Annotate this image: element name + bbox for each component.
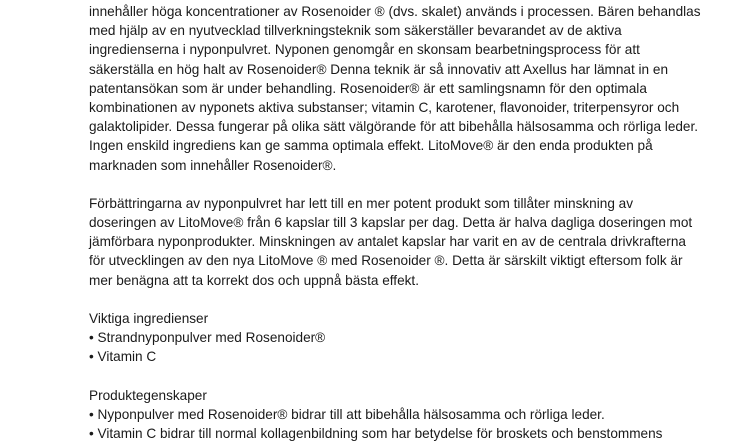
document-body bbox=[89, 2, 701, 443]
text-line: mer benägna att ta korrekt dos och uppnå bästa effekt. bbox=[89, 272, 419, 288]
text-line: Förbättringarna av nyponpulvret har lett till en mer potent produkt som tillåter minskning av bbox=[89, 195, 634, 211]
text-line: patentansökan som är under behandling. Rosenoider® är ett samlingsnamn för den optimala bbox=[89, 80, 647, 96]
text-line: kombinationen av nyponets aktiva substanser; vitamin C, karotener, flavonoider, triterpensyror och bbox=[89, 99, 680, 115]
ingredients-section bbox=[89, 309, 689, 367]
text-line: med hjälp av en nyutvecklad tillverkningsteknik som säkerställer bevarandet av de aktiva bbox=[89, 23, 622, 39]
text-line: innehåller höga koncentrationer av Rosenoider ® (dvs. skalet) används i processen. Bären behandlas bbox=[89, 4, 701, 19]
paragraph-process bbox=[89, 2, 701, 175]
paragraph-spacer bbox=[89, 175, 689, 194]
section-heading: Produktegenskaper bbox=[89, 387, 207, 403]
paragraph-improvements bbox=[89, 194, 693, 290]
list-item: • Vitamin C bidrar till normal kollagenbildning som har betydelse för broskets och benstommens bbox=[89, 426, 663, 442]
text-line: Ingen enskild ingrediens kan ge samma optimala effekt. LitoMove® är den enda produkten på bbox=[89, 138, 653, 154]
paragraph-spacer bbox=[89, 290, 689, 309]
properties-section bbox=[89, 386, 689, 443]
list-item: • Nyponpulver med Rosenoider® bidrar till att bibehålla hälsosamma och rörliga leder. bbox=[89, 406, 605, 422]
paragraph-spacer bbox=[89, 367, 689, 386]
list-item: • Strandnyponpulver med Rosenoider® bbox=[89, 330, 326, 346]
text-line: galaktolipider. Dessa fungerar på olika sätt välgörande för att bibehålla hälsosamma och rörliga leder. bbox=[89, 119, 699, 135]
text-line: för utvecklingen av den nya LitoMove ® med Rosenoider ®. Detta är särskilt viktigt eftersom folk är bbox=[89, 253, 683, 269]
list-item: • Vitamin C bbox=[89, 349, 157, 365]
section-heading: Viktiga ingredienser bbox=[89, 311, 209, 326]
text-line: säkerställa en hög halt av Rosenoider® Denna teknik är så innovativ att Axellus har lämnat in en bbox=[89, 61, 669, 77]
text-line: doseringen av LitoMove® från 6 kapslar till 3 kapslar per dag. Detta är halva dagliga doseringen mot bbox=[89, 215, 693, 231]
text-line: jämförbara nyponprodukter. Minskningen av antalet kapslar har varit en av de centrala drivkrafterna bbox=[89, 234, 686, 250]
text-line: marknaden som innehåller Rosenoider®. bbox=[89, 157, 337, 173]
text-line: ingredienserna i nyponpulvret. Nyponen genomgår en skonsam bearbetningsprocess för att bbox=[89, 42, 640, 58]
